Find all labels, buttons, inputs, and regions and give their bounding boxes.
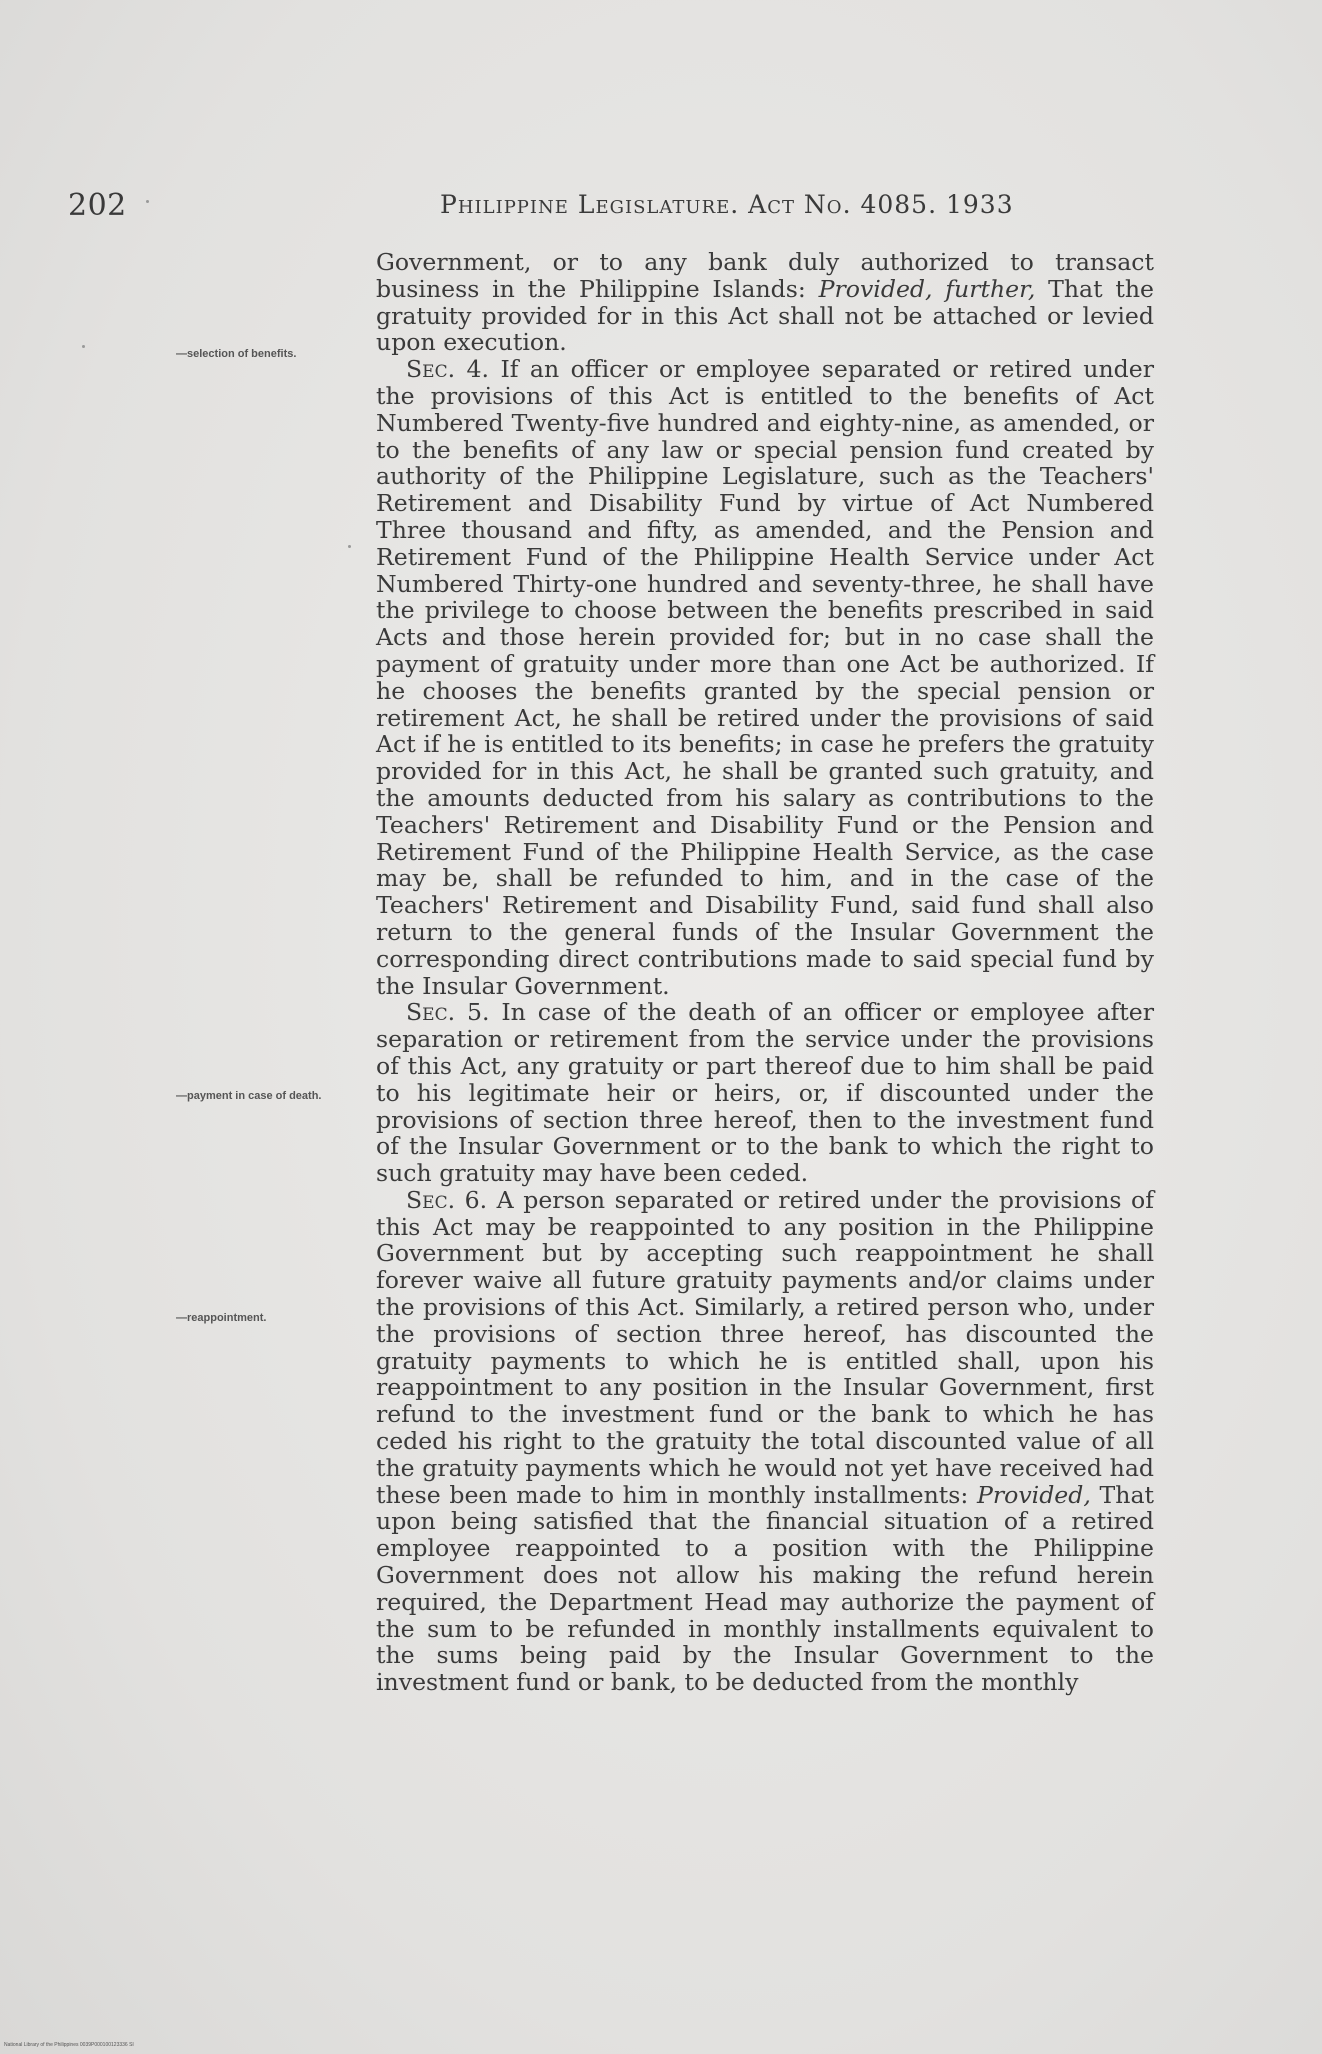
body-text — [376, 249, 1154, 1696]
section-6 — [376, 1187, 1154, 1696]
page-number: 202 — [68, 188, 127, 223]
margin-note-reappointment: —reappointment. — [176, 1312, 267, 1324]
paragraph-continuation — [376, 249, 1154, 356]
paragraph-text: That upon being satisfied that the financial situation of a retired employee reappointed to a position with the Philippine Government does not allow his making the refund herein required, the Department Head may authorize the payment of the sum to be refunded in monthly installments equivalent to the sums being paid by the Insular Government to the investment fund or bank, to be deducted from the monthly — [376, 1480, 1154, 1697]
paper-speck — [348, 545, 351, 548]
section-4 — [376, 356, 1154, 999]
paragraph-text: In case of the death of an officer or employee after separation or retirement from the service under the provisions of this Act, any gratuity or part thereof due to him shall be paid to his legitimate heir or heirs, or, if discounted under the provisions of section three hereof, then to the investment fund of the Insular Government or to the bank to which the right to such gratuity may have been ceded. — [376, 998, 1154, 1188]
margin-note-payment: —payment in case of death. — [176, 1090, 322, 1102]
section-heading: Sec. 4. — [406, 355, 490, 384]
paper-speck — [146, 200, 149, 203]
scan-footer: National Library of the Philippines 0039P000100123336 SI — [4, 2042, 134, 2048]
section-heading: Sec. 5. — [406, 998, 490, 1027]
running-head: Philippine Legislature. Act No. 4085. 1933 — [440, 190, 1014, 219]
paragraph-text: Government, or to any bank duly authorized to transact business in the Philippine Islands: — [376, 248, 1154, 303]
section-heading: Sec. 6. — [406, 1185, 488, 1214]
proviso-italic: Provided, further, — [818, 274, 1036, 303]
margin-note-selection: —selection of benefits. — [176, 348, 297, 360]
paragraph-text: If an officer or employee separated or retired under the provisions of this Act is entitled to the benefits of Act Numbered Twenty-five hundred and eighty-nine, as amended, or to the benefits of any law or special pension fund created by authority of the Philippine Legislature, such as the Teachers' Retirement and Disability Fund by virtue of Act Numbered Three thousand and fifty, as amended, and the Pension and Retirement Fund of the Philippine Health Service under Act Numbered Thirty-one hundred and seventy-three, he shall have the privilege to choose between the benefits prescribed in said Acts and those herein provided for; but in no case shall the payment of gratuity under more than one Act be authorized. If he chooses the benefits granted by the special pension or retirement Act, he shall be retired under the provisions of said Act if he is entitled to its benefits; in case he prefers the gratuity provided for in this Act, he shall be granted such gratuity, and the amounts deducted from his salary as contributions to the Teachers' Retirement and Disability Fund or the Pension and Retirement Fund of the Philippine Health Service, as the case may be, shall be refunded to him, and in the case of the Teachers' Retirement and Disability Fund, said fund shall also return to the general funds of the Insular Government the corresponding direct contributions made to said special fund by the Insular Government. — [376, 355, 1154, 1000]
paragraph-text: That the gratuity provided for in this Act shall not be attached or levied upon execution. — [376, 274, 1154, 357]
proviso-italic: Provided, — [976, 1480, 1091, 1509]
paragraph-text: A person separated or retired under the provisions of this Act may be reappointed to any position in the Philippine Government but by accepting such reappointment he shall forever waive all future gratuity payments and/or claims under the provisions of this Act. Similarly, a retired person who, under the provisions of section three hereof, has discounted the gratuity payments to which he is entitled shall, upon his reappointment to any position in the Insular Government, first refund to the investment fund or the bank to which he has ceded his right to the gratuity the total discounted value of all the gratuity payments which he would not yet have received had these been made to him in monthly installments: — [376, 1185, 1154, 1509]
paper-speck — [82, 345, 85, 348]
section-5 — [376, 999, 1154, 1187]
